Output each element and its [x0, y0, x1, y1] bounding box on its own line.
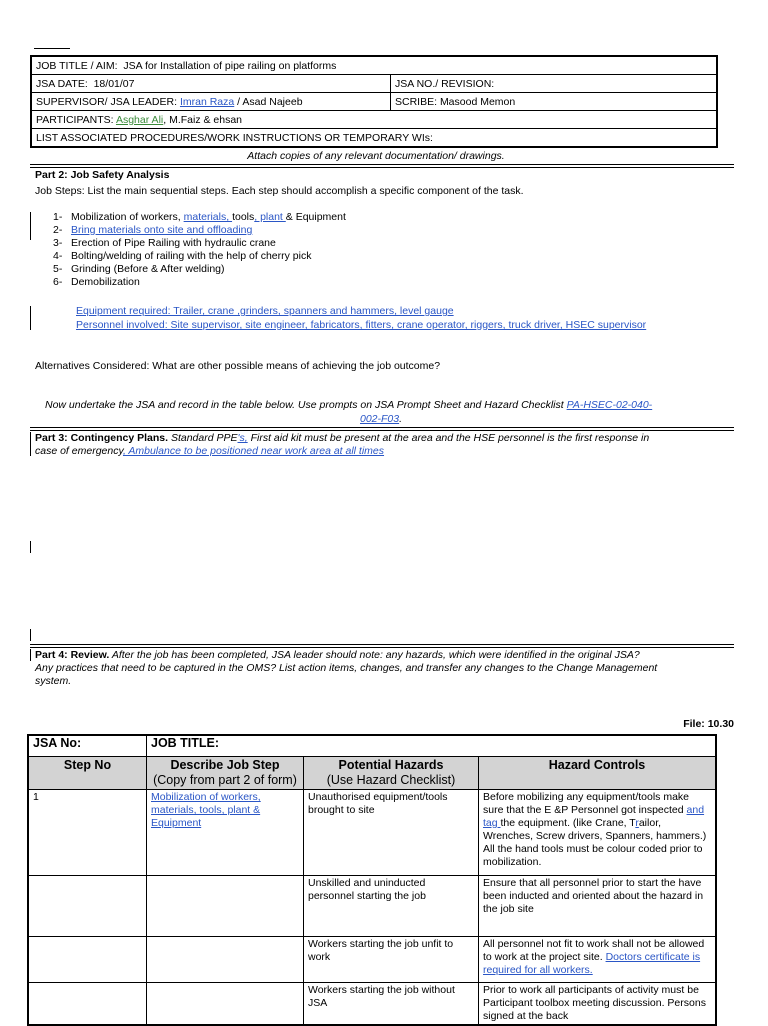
- plant-link[interactable]: , plant: [254, 211, 286, 223]
- table-row: Workers starting the job without JSA Prior to work all participants of activity must be Participant toolbox meeting discussion. Persons signed at the back: [28, 983, 716, 1026]
- job-header-table: [30, 55, 718, 148]
- job-steps-list: [53, 211, 346, 289]
- jsa-date-label: JSA DATE:: [36, 77, 88, 90]
- jsa-no-label: JSA NO./ REVISION:: [395, 77, 495, 90]
- revision-bar: [30, 212, 31, 240]
- doctors-certificate-link[interactable]: Doctors certificate is required for all workers.: [483, 951, 701, 976]
- part2-intro: Job Steps: List the main sequential steps. Each step should accomplish a specific component of the task.: [35, 185, 524, 197]
- job-step-4: 4- Bolting/welding of railing with the help of cherry pick: [53, 250, 312, 262]
- part3-line2: case of emergency, Ambulance to be positioned near work area at all times: [35, 445, 385, 457]
- job-title-cell: [31, 56, 717, 75]
- jsa-no-header: JSA No:: [28, 735, 147, 757]
- participants-cell: [31, 111, 717, 129]
- scribe-label: SCRIBE:: [395, 95, 438, 108]
- revision-bar-5: [30, 629, 31, 641]
- job-title-header: JOB TITLE:: [147, 735, 717, 757]
- supervisor-cell: [31, 93, 391, 111]
- col-describe: Describe Job Step (Copy from part 2 of form): [147, 757, 304, 790]
- job-title-value: JSA for Installation of pipe railing on platforms: [123, 59, 337, 72]
- revision-bar-4: [30, 541, 31, 553]
- jsa-no-cell: [391, 75, 718, 93]
- file-label: File: 10.30: [683, 718, 734, 730]
- materials-link[interactable]: materials,: [183, 211, 233, 223]
- job-step-2: 2- Bring materials onto site and offloading: [53, 224, 253, 236]
- participants-rest: , M.Faiz & ehsan: [163, 113, 243, 126]
- part4-title: Part 4: Review.: [35, 649, 110, 661]
- job-step-3: 3- Erection of Pipe Railing with hydraulic crane: [53, 237, 276, 249]
- undertake-note-line2: 002-F03.: [360, 413, 403, 425]
- part3-title: Part 3: Contingency Plans.: [35, 432, 169, 444]
- col-step-no: Step No: [28, 757, 147, 790]
- job-step-6: 6- Demobilization: [53, 276, 140, 288]
- jsa-date-cell: [31, 75, 391, 93]
- procedures-label: LIST ASSOCIATED PROCEDURES/WORK INSTRUCTIONS OR TEMPORARY WIs:: [36, 131, 433, 144]
- col-hazards: Potential Hazards (Use Hazard Checklist): [304, 757, 479, 790]
- personnel-involved: Personnel involved: Site supervisor, site engineer, fabricators, fitters, crane operator, riggers, truck driver, HSEC supervisor: [76, 319, 647, 331]
- job-step-5: 5- Grinding (Before & After welding): [53, 263, 225, 275]
- section-rule-part3: [30, 427, 734, 431]
- part3-line1: Part 3: Contingency Plans. Standard PPE's, First aid kit must be present at the area and the HSE personnel is the first response in: [35, 432, 650, 444]
- supervisor-name-2: / Asad Najeeb: [237, 95, 303, 108]
- col-controls: Hazard Controls: [479, 757, 717, 790]
- scribe-cell: [391, 93, 718, 111]
- participants-label: PARTICIPANTS:: [36, 113, 114, 126]
- equipment-required[interactable]: Equipment required: Trailer, crane ,grinders, spanners and hammers, level gauge: [76, 305, 454, 317]
- job-title-label: JOB TITLE / AIM:: [36, 59, 118, 72]
- step-2-link[interactable]: Bring materials onto site and offloading: [71, 224, 253, 236]
- section-rule-part2: [30, 164, 734, 168]
- attach-note: Attach copies of any relevant documentation/ drawings.: [247, 150, 505, 162]
- part2-title: Part 2: Job Safety Analysis: [35, 169, 170, 181]
- part4-line3: system.: [35, 675, 72, 687]
- section-rule-part4: [30, 644, 734, 648]
- supervisor-name-link[interactable]: Imran Raza: [179, 95, 235, 108]
- scribe-value: Masood Memon: [439, 95, 516, 108]
- job-step-1: 1- Mobilization of workers, materials, tools, plant & Equipment: [53, 211, 346, 223]
- table-row: 1 Mobilization of workers, materials, tools, plant & Equipment Unauthorised equipment/tools brought to site Before mobilizing any equipment/tools make sure that the E &P Personnel got inspected and tag the equipment. (like Crane, Trailor, Wrenches, Screw drivers, Spanners, hammers.) All the hand tools must be colour coded prior to mobilization.: [28, 790, 716, 876]
- jsa-date-value: 18/01/07: [93, 77, 135, 90]
- revision-bar-3: [30, 432, 31, 456]
- alternatives-considered: Alternatives Considered: What are other possible means of achieving the job outcome?: [35, 360, 441, 372]
- undertake-note: Now undertake the JSA and record in the table below. Use prompts on JSA Prompt Sheet and Hazard Checklist PA-HSEC-02-040-: [45, 399, 653, 411]
- jsa-table: [27, 734, 717, 1026]
- hazard-checklist-link[interactable]: PA-HSEC-02-040-: [566, 399, 653, 411]
- part4-line1: Part 4: Review. After the job has been completed, JSA leader should note: any hazards, which were identified in the original JSA?: [35, 649, 640, 661]
- revision-bar-2: [30, 306, 31, 330]
- ambulance-note-link[interactable]: , Ambulance to be positioned near work area at all times: [122, 445, 385, 457]
- top-rule: [34, 48, 70, 49]
- participant-link[interactable]: Asghar Ali: [115, 113, 164, 126]
- part4-line2: Any practices that need to be captured in the OMS? List action items, changes, and transfer any changes to the Change Management: [35, 662, 658, 674]
- table-row: Unskilled and uninducted personnel starting the job Ensure that all personnel prior to start the have been inducted and oriented about the hazard in the job site: [28, 876, 716, 937]
- revision-bar-6: [30, 649, 31, 661]
- supervisor-label: SUPERVISOR/ JSA LEADER:: [36, 95, 178, 108]
- procedures-cell: [31, 129, 717, 148]
- table-row: Workers starting the job unfit to work All personnel not fit to work shall not be allowed to work at the project site. Doctors certificate is required for all workers.: [28, 937, 716, 983]
